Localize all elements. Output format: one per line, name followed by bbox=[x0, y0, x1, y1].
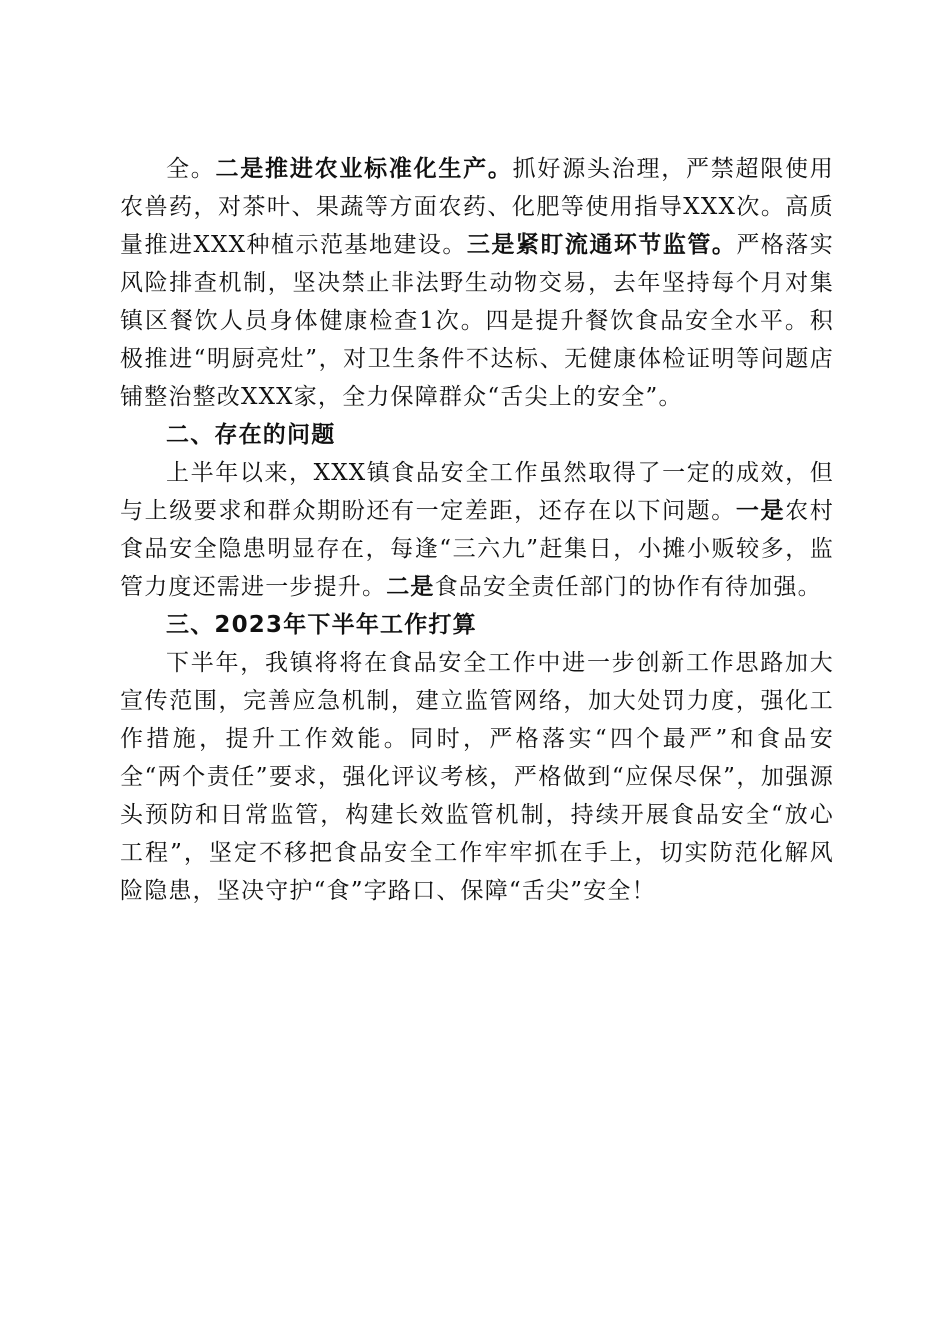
text-run: 上半年以来，XXX镇食品安全工作虽然取得了一定的成效，但与上级要求和群众期盼还有一定差距，还存在以下问题。 bbox=[120, 460, 834, 524]
paragraph-plan: 下半年，我镇将将在食品安全工作中进一步创新工作思路加大宣传范围，完善应急机制，建立监管网络，加大处罚力度，强化工作措施，提升工作效能。同时，严格落实“四个最严”和食品安全“两个责任”要求，强化评议考核，严格做到“应保尽保”，加强源头预防和日常监管，构建长效监管机制，持续开展食品安全“放心工程”，坚定不移把食品安全工作牢牢抓在手上，切实防范化解风险隐患，坚决守护“食”字路口、保障“舌尖”安全！ bbox=[120, 650, 834, 904]
bold-point-three: 三是紧盯流通环节监管。 bbox=[466, 232, 737, 258]
section-heading-plan: 三、2023年下半年工作打算 bbox=[166, 612, 477, 638]
document-body bbox=[120, 150, 834, 910]
text-run: 严格落实风险排查机制，坚决禁止非法野生动物交易，去年坚持每个月对集镇区餐饮人员身体健康检查1次。四是提升餐饮食品安全水平。积极推进“明厨亮灶”，对卫生条件不达标、无健康体检证明等问题店铺整治整改XXX家，全力保障群众“舌尖上的安全”。 bbox=[120, 232, 834, 410]
paragraph-problems bbox=[120, 454, 834, 606]
paragraph-measures bbox=[120, 150, 834, 416]
text-run: 全。 bbox=[166, 156, 216, 182]
text-run: 农村食品安全隐患明显存在，每逢“三六九”赶集日，小摊小贩较多，监管力度还需进一步提升。 bbox=[120, 498, 835, 600]
text-run: 抓好源头治理，严禁超限使用农兽药，对茶叶、果蔬等方面农药、化肥等使用指导XXX次。高质量推进XXX种植示范基地建设。 bbox=[120, 156, 835, 258]
text-run: 食品安全责任部门的协作有待加强。 bbox=[434, 574, 822, 600]
bold-point-one: 一是 bbox=[735, 498, 786, 524]
bold-point-two: 二是推进农业标准化生产。 bbox=[215, 156, 513, 182]
bold-point-two: 二是 bbox=[386, 574, 435, 600]
section-heading-problems: 二、存在的问题 bbox=[166, 422, 336, 448]
